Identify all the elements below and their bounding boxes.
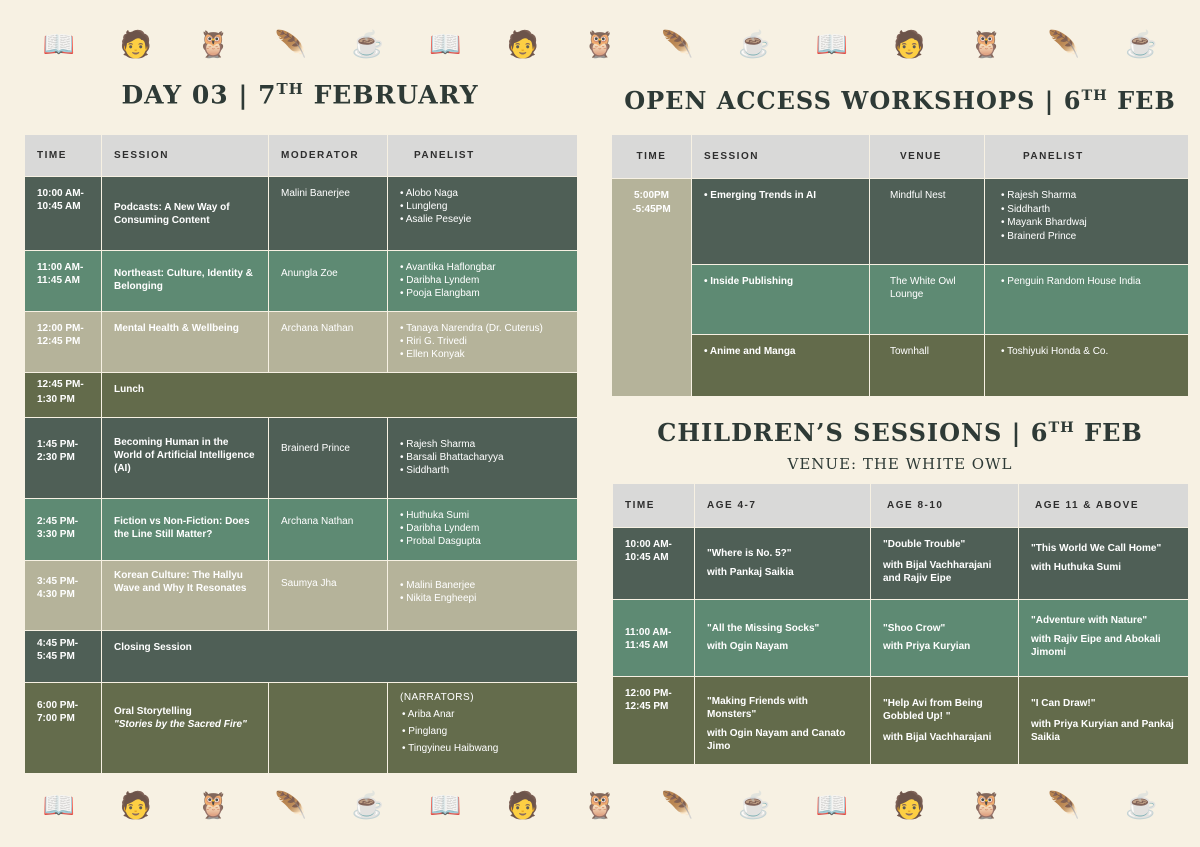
reader-icon: 🧑 xyxy=(893,28,926,59)
time-start: 10:00 AM- xyxy=(37,188,84,199)
children-title xyxy=(612,418,1188,447)
time-cell xyxy=(25,312,102,373)
teacup-icon: ☕ xyxy=(1125,789,1158,820)
panelist: • Rajesh Sharma xyxy=(400,438,565,451)
column-header: PANELIST xyxy=(388,135,578,177)
table-header-row xyxy=(613,484,1189,528)
panelist-cell xyxy=(388,499,578,561)
age-8-10-cell xyxy=(871,528,1019,600)
book-icon: 📖 xyxy=(42,789,75,820)
panelist: • Avantika Haflongbar xyxy=(400,261,565,274)
children-venue: VENUE: THE WHITE OWL xyxy=(787,455,1013,473)
session-cell: Mental Health & Wellbeing xyxy=(102,312,269,373)
session-cell: Northeast: Culture, Identity & Belonging xyxy=(102,251,269,312)
panelist: • Mayank Bhardwaj xyxy=(1001,216,1176,230)
time-end: 7:00 PM xyxy=(37,713,75,724)
venue-cell: The White Owl Lounge xyxy=(870,265,985,335)
panelist: • Siddharth xyxy=(1001,203,1176,217)
time-end: 12:45 PM xyxy=(37,336,81,347)
teacup-icon: ☕ xyxy=(738,28,771,59)
time-start: 11:00 AM- xyxy=(625,627,672,638)
day3-title-sup: TH xyxy=(276,80,304,98)
table-row xyxy=(25,312,578,373)
book-icon: 📖 xyxy=(815,789,849,820)
column-header: SESSION xyxy=(692,135,870,179)
time-start: 5:00PM xyxy=(633,190,669,201)
column-header: TIME xyxy=(25,135,102,177)
panelist: • Riri G. Trivedi xyxy=(400,335,565,348)
owl-icon: 🦉 xyxy=(970,28,1003,59)
panelist: • Tingyineu Haibwang xyxy=(402,740,565,757)
table-row xyxy=(25,683,578,774)
quill-icon: 🪶 xyxy=(661,28,694,59)
time-end: 11:45 AM xyxy=(37,275,80,286)
panelist-cell xyxy=(388,683,578,774)
session-title: "Where is No. 5?" xyxy=(707,548,792,559)
panelist: • Pinglang xyxy=(402,723,565,740)
time-cell xyxy=(613,677,695,765)
age-11-above-cell xyxy=(1019,528,1189,600)
column-header: PANELIST xyxy=(985,135,1189,179)
time-end: 11:45 AM xyxy=(625,640,668,651)
session-title: • Inside Publishing xyxy=(704,276,793,287)
panelist: • Barsali Bhattacharyya xyxy=(400,451,565,464)
panelist: • Probal Dasgupta xyxy=(400,535,565,548)
panelist-cell xyxy=(388,312,578,373)
column-header: AGE 4-7 xyxy=(695,484,871,528)
time-end: 1:30 PM xyxy=(37,394,75,405)
time-cell xyxy=(25,177,102,251)
panelist: • Daribha Lyndem xyxy=(400,522,565,535)
column-header: AGE 11 & ABOVE xyxy=(1019,484,1189,528)
column-header: AGE 8-10 xyxy=(871,484,1019,528)
table-header-row xyxy=(612,135,1189,179)
book-icon: 📖 xyxy=(815,28,849,59)
reader-icon: 🧑 xyxy=(119,789,153,820)
workshops-title xyxy=(612,86,1188,115)
moderator-cell: Brainerd Prince xyxy=(269,418,388,499)
panelist-cell xyxy=(388,251,578,312)
panelist: • Ellen Konyak xyxy=(400,348,565,361)
time-cell xyxy=(25,251,102,312)
owl-icon: 🦉 xyxy=(583,28,617,59)
book-icon: 📖 xyxy=(429,789,462,820)
table-row xyxy=(25,373,578,418)
table-row xyxy=(613,677,1189,765)
age-11-above-cell xyxy=(1019,677,1189,765)
workshops-title-sup: TH xyxy=(1081,87,1108,104)
workshops-title-main: OPEN ACCESS WORKSHOPS | 6 xyxy=(624,86,1082,115)
session-subtitle: "Stories by the Sacred Fire" xyxy=(114,719,247,730)
session-host: with Bijal Vachharajani and Rajiv Eipe xyxy=(883,560,992,584)
day3-title xyxy=(24,80,576,109)
column-header: TIME xyxy=(612,135,692,179)
panelist: • Siddharth xyxy=(400,464,565,477)
session-cell xyxy=(692,335,870,397)
session-cell: Closing Session xyxy=(102,631,578,683)
panelist: • Tanaya Narendra (Dr. Cuterus) xyxy=(400,322,565,335)
time-cell xyxy=(613,528,695,600)
workshops-title-tail: FEB xyxy=(1107,86,1176,115)
panelist: • Pooja Elangbam xyxy=(400,287,565,300)
time-end: 10:45 AM xyxy=(625,552,669,563)
time-cell xyxy=(25,373,102,418)
session-cell: Becoming Human in the World of Artificial Intelligence (AI) xyxy=(102,418,269,499)
time-cell xyxy=(25,561,102,631)
panelist: • Alobo Naga xyxy=(400,187,565,200)
time-start: 11:00 AM- xyxy=(37,262,84,273)
table-row xyxy=(25,251,578,312)
panelist-cell xyxy=(985,265,1189,335)
session-host: with Bijal Vachharajani xyxy=(883,732,992,743)
table-row xyxy=(612,335,1189,397)
panelist-cell xyxy=(985,335,1189,397)
panelist: • Brainerd Prince xyxy=(1001,230,1176,244)
session-host: with Pankaj Saikia xyxy=(707,567,794,578)
time-start: 12:00 PM- xyxy=(37,323,84,334)
time-start: 2:45 PM- xyxy=(37,516,79,527)
panelist: • Malini Banerjee xyxy=(400,579,565,592)
table-row xyxy=(613,600,1189,677)
reader-icon: 🧑 xyxy=(119,28,153,59)
session-cell: Lunch xyxy=(102,373,578,418)
book-icon: 📖 xyxy=(429,28,462,59)
session-cell: Korean Culture: The Hallyu Wave and Why It Resonates xyxy=(102,561,269,631)
session-title: "Shoo Crow" xyxy=(883,623,946,634)
table-row xyxy=(25,561,578,631)
decorative-icon-strip-top xyxy=(0,14,1200,74)
narrators-label: (NARRATORS) xyxy=(400,692,475,703)
table-row xyxy=(613,528,1189,600)
time-end: 12:45 PM xyxy=(625,701,669,712)
reader-icon: 🧑 xyxy=(506,789,539,820)
children-title-sup: TH xyxy=(1048,419,1075,436)
moderator-cell: Archana Nathan xyxy=(269,312,388,373)
time-end: 4:30 PM xyxy=(37,589,75,600)
table-row xyxy=(25,418,578,499)
session-title: "I Can Draw!" xyxy=(1031,698,1096,709)
moderator-cell xyxy=(269,683,388,774)
session-host: with Huthuka Sumi xyxy=(1031,562,1121,573)
time-start: 3:45 PM- xyxy=(37,576,79,587)
age-11-above-cell xyxy=(1019,600,1189,677)
time-end: 10:45 AM xyxy=(37,201,81,212)
column-header: SESSION xyxy=(102,135,269,177)
time-start: 6:00 PM- xyxy=(37,700,79,711)
session-title: "Double Trouble" xyxy=(883,539,966,550)
panelist: • Ariba Anar xyxy=(402,706,565,723)
panelist: • Huthuka Sumi xyxy=(400,509,565,522)
table-row xyxy=(25,631,578,683)
age-4-7-cell xyxy=(695,677,871,765)
session-title: Oral Storytelling xyxy=(114,706,192,717)
venue-cell: Mindful Nest xyxy=(870,179,985,265)
table-row xyxy=(612,179,1189,265)
panelist-cell xyxy=(388,177,578,251)
teacup-icon: ☕ xyxy=(351,28,385,59)
time-start: 4:45 PM- xyxy=(37,638,79,649)
owl-icon: 🦉 xyxy=(583,789,617,820)
session-title: "All the Missing Socks" xyxy=(707,623,820,634)
time-cell xyxy=(613,600,695,677)
owl-icon: 🦉 xyxy=(197,789,230,820)
venue-cell: Townhall xyxy=(870,335,985,397)
time-start: 1:45 PM- xyxy=(37,439,79,450)
day3-schedule-table xyxy=(24,134,578,774)
column-header: MODERATOR xyxy=(269,135,388,177)
children-table xyxy=(612,483,1189,765)
session-host: with Priya Kuryian and Pankaj Saikia xyxy=(1031,719,1174,743)
children-title-main: CHILDREN’S SESSIONS | 6 xyxy=(657,418,1049,447)
age-4-7-cell xyxy=(695,528,871,600)
workshops-table xyxy=(611,134,1189,397)
teacup-icon: ☕ xyxy=(738,789,771,820)
time-end: 3:30 PM xyxy=(37,529,75,540)
column-header: TIME xyxy=(613,484,695,528)
owl-icon: 🦉 xyxy=(970,789,1003,820)
panelist: • Penguin Random House India xyxy=(1001,275,1176,288)
time-start: 12:45 PM- xyxy=(37,379,84,390)
time-cell xyxy=(25,418,102,499)
quill-icon: 🪶 xyxy=(274,789,307,820)
session-cell: Fiction vs Non-Fiction: Does the Line Still Matter? xyxy=(102,499,269,561)
moderator-cell: Malini Banerjee xyxy=(269,177,388,251)
time-end: 5:45 PM xyxy=(37,651,75,662)
session-cell: Podcasts: A New Way of Consuming Content xyxy=(102,177,269,251)
session-host: with Ogin Nayam and Canato Jimo xyxy=(707,728,846,752)
panelist: • Nikita Engheepi xyxy=(400,592,565,605)
moderator-cell: Anungla Zoe xyxy=(269,251,388,312)
session-cell xyxy=(102,683,269,774)
session-host: with Priya Kuryian xyxy=(883,641,971,652)
quill-icon: 🪶 xyxy=(1047,789,1081,820)
time-cell xyxy=(25,631,102,683)
panelist-cell xyxy=(388,561,578,631)
session-host: with Ogin Nayam xyxy=(707,641,789,652)
reader-icon: 🧑 xyxy=(506,28,539,59)
session-title: • Emerging Trends in AI xyxy=(704,190,816,201)
panelist: • Rajesh Sharma xyxy=(1001,189,1176,203)
session-title: "Making Friends with Monsters" xyxy=(707,696,808,720)
day3-title-main: DAY 03 | 7 xyxy=(121,80,277,110)
panelist: • Toshiyuki Honda & Co. xyxy=(1001,345,1176,358)
teacup-icon: ☕ xyxy=(351,789,385,820)
table-row xyxy=(25,177,578,251)
time-end: -5:45PM xyxy=(632,204,671,215)
children-title-tail: FEB xyxy=(1074,418,1143,447)
session-host: with Rajiv Eipe and Abokali Jimomi xyxy=(1031,634,1161,658)
table-row xyxy=(612,265,1189,335)
day3-title-tail: FEBRUARY xyxy=(303,80,479,110)
session-title: "Help Avi from Being Gobbled Up! " xyxy=(883,698,983,722)
panelist-cell xyxy=(985,179,1189,265)
session-title: • Anime and Manga xyxy=(704,346,796,357)
quill-icon: 🪶 xyxy=(1047,28,1081,59)
book-icon: 📖 xyxy=(42,28,75,59)
panelist-cell xyxy=(388,418,578,499)
time-start: 10:00 AM- xyxy=(625,539,672,550)
age-8-10-cell xyxy=(871,600,1019,677)
time-end: 2:30 PM xyxy=(37,452,75,463)
session-cell xyxy=(692,179,870,265)
teacup-icon: ☕ xyxy=(1125,28,1158,59)
time-cell xyxy=(25,683,102,774)
reader-icon: 🧑 xyxy=(893,789,926,820)
session-cell xyxy=(692,265,870,335)
session-title: "This World We Call Home" xyxy=(1031,543,1162,554)
table-header-row xyxy=(25,135,578,177)
quill-icon: 🪶 xyxy=(274,28,307,59)
quill-icon: 🪶 xyxy=(661,789,694,820)
column-header: VENUE xyxy=(870,135,985,179)
moderator-cell: Archana Nathan xyxy=(269,499,388,561)
table-row xyxy=(25,499,578,561)
moderator-cell: Saumya Jha xyxy=(269,561,388,631)
decorative-icon-strip-bottom xyxy=(0,775,1200,835)
time-start: 12:00 PM- xyxy=(625,688,672,699)
panelist: • Lungleng xyxy=(400,200,565,213)
panelist: • Daribha Lyndem xyxy=(400,274,565,287)
time-cell xyxy=(612,179,692,397)
age-8-10-cell xyxy=(871,677,1019,765)
session-title: "Adventure with Nature" xyxy=(1031,615,1148,626)
owl-icon: 🦉 xyxy=(197,28,230,59)
age-4-7-cell xyxy=(695,600,871,677)
time-cell xyxy=(25,499,102,561)
panelist: • Asalie Peseyie xyxy=(400,213,565,226)
